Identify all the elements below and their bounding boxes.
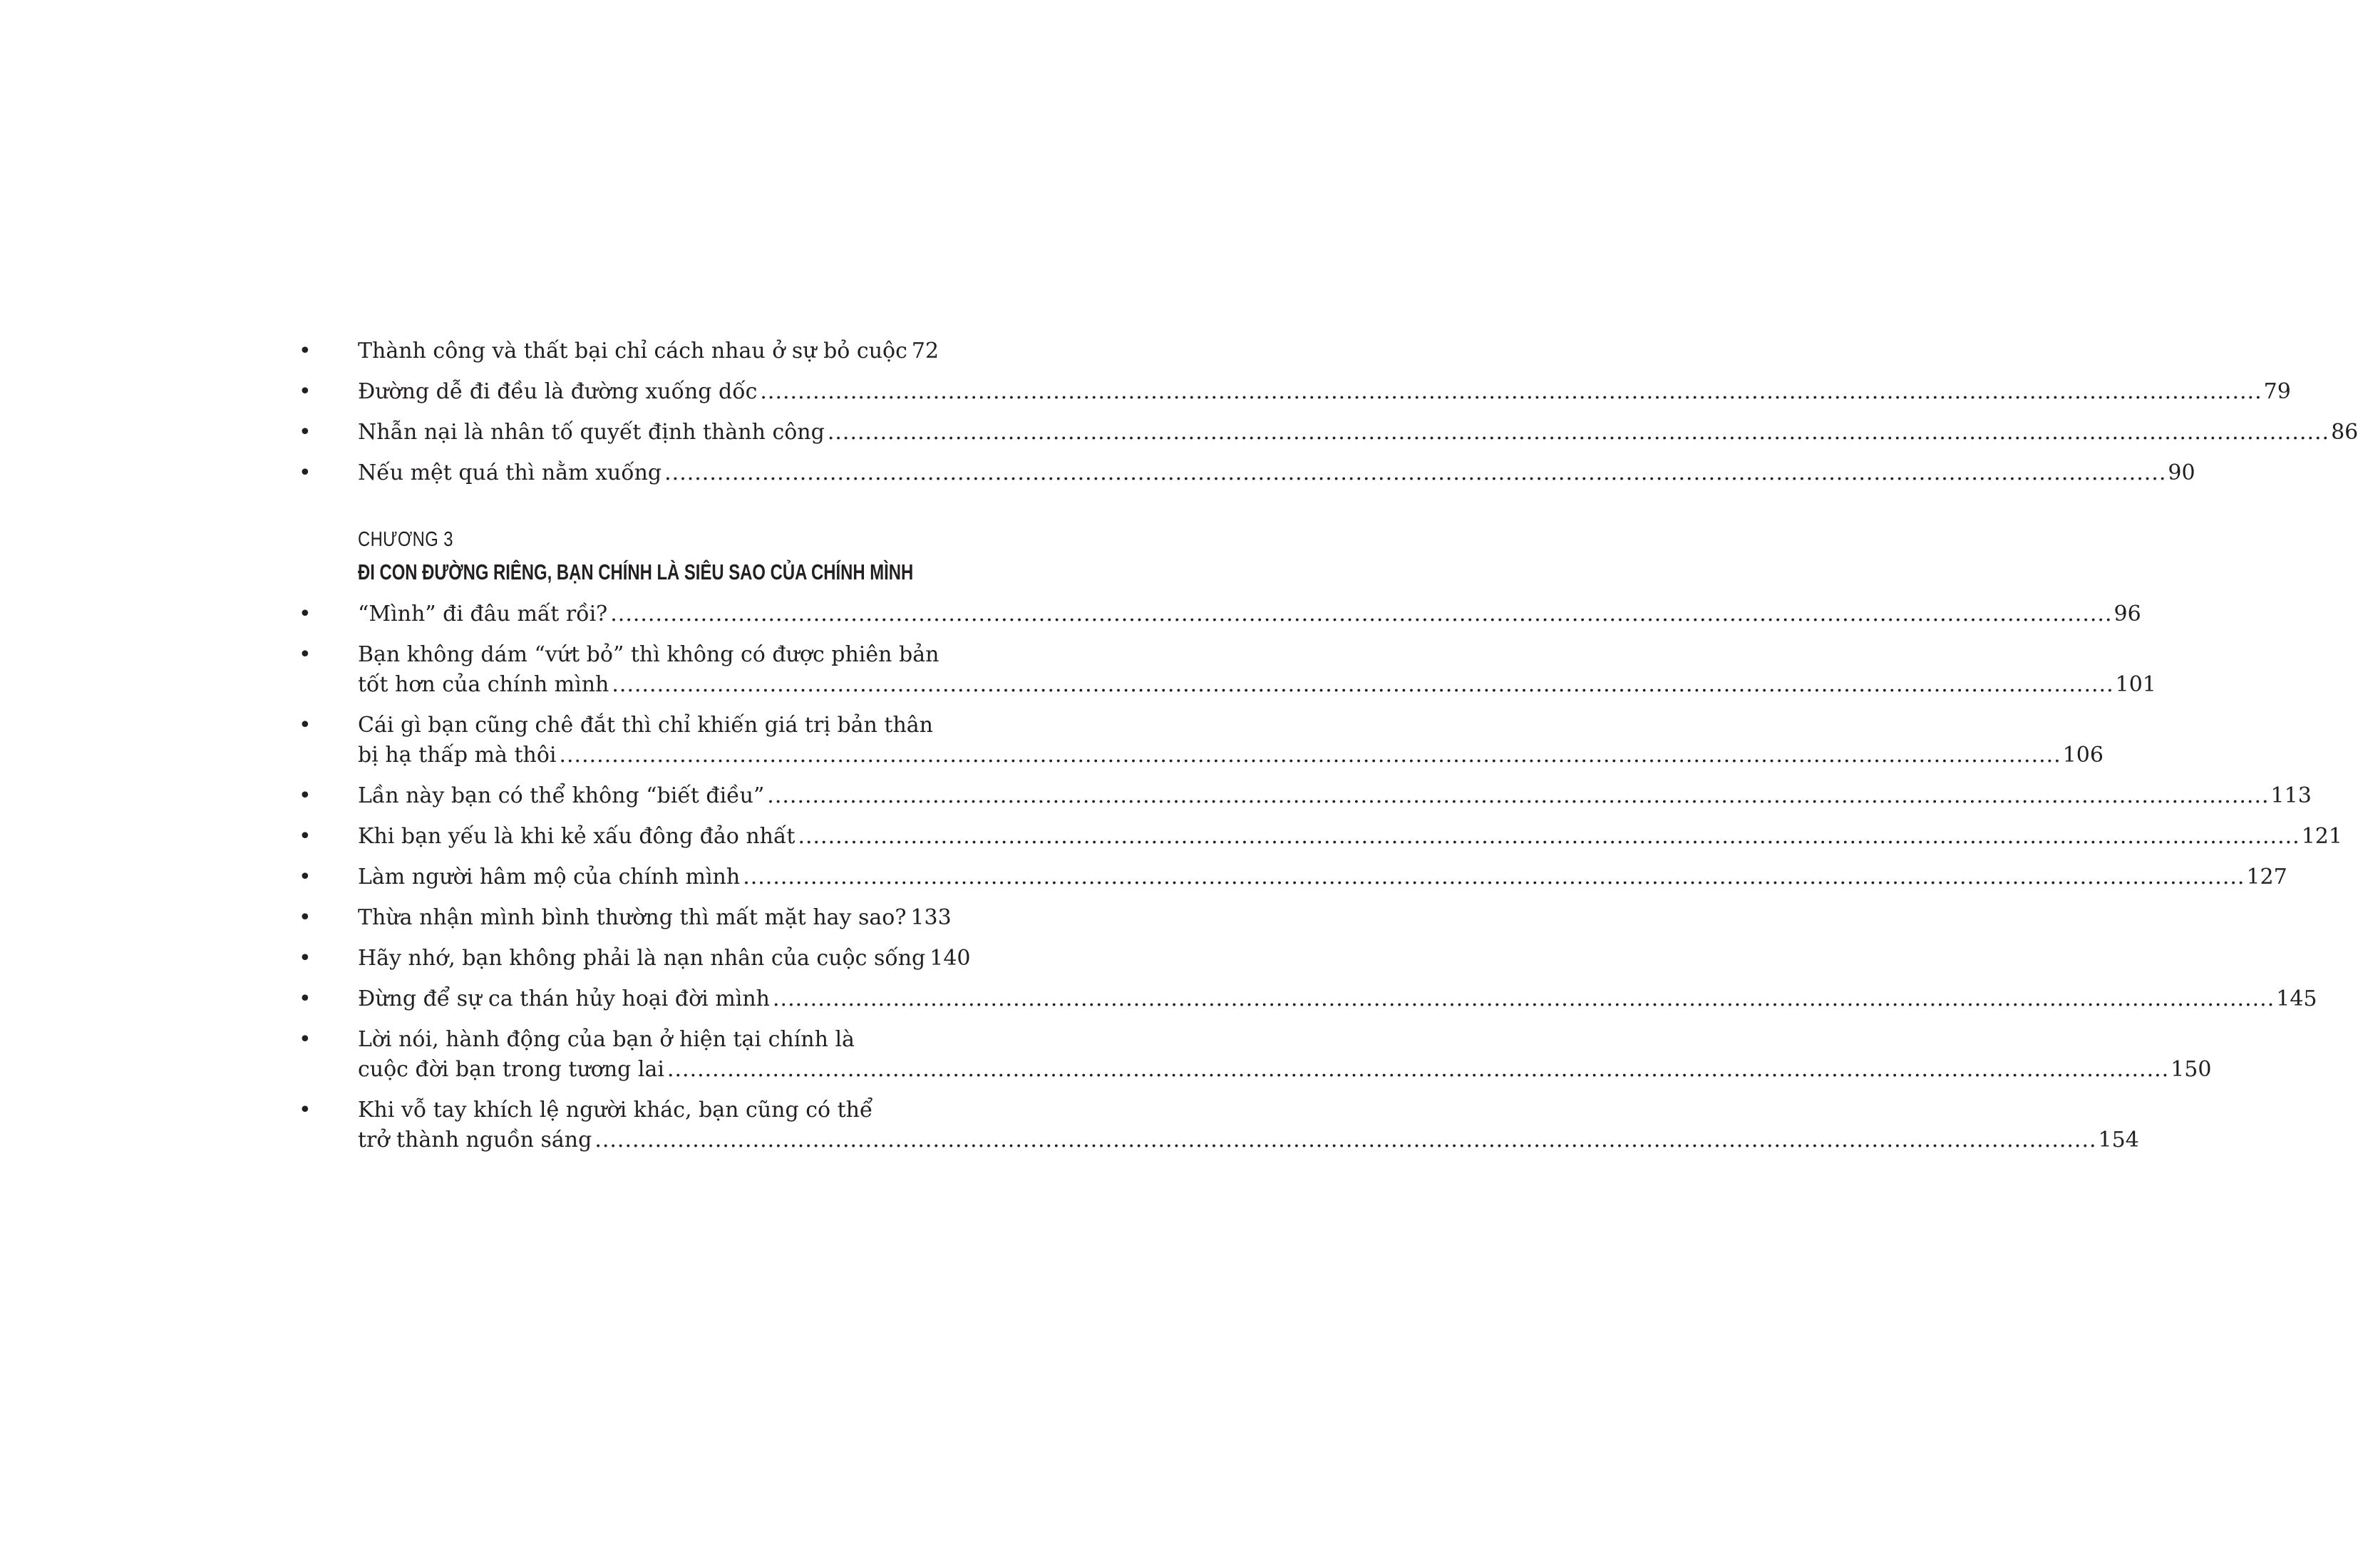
toc-entry-line xyxy=(358,944,971,974)
toc-entry xyxy=(299,984,2317,1014)
bullet-icon: • xyxy=(299,905,312,930)
dot-leader: ........................................................................................................................................................................................................ xyxy=(610,602,2113,626)
toc-entry-line xyxy=(358,741,2104,770)
toc-entry-title: Làm người hâm mộ của chính mình xyxy=(358,865,741,889)
toc-entry-title: Khi vỗ tay khích lệ người khác, bạn cũng có thể xyxy=(358,1098,873,1123)
toc-entry-line xyxy=(358,377,2291,407)
dot-leader: ........................................................................................................................................................................................................ xyxy=(664,460,2167,485)
toc-entry-line xyxy=(358,418,2358,448)
toc-entry xyxy=(299,711,2104,770)
toc-entry-title: Đừng để sự ca thán hủy hoại đời mình xyxy=(358,986,770,1011)
bullet-icon: • xyxy=(299,986,312,1011)
dot-leader: ........................................................................................................................................................................................................ xyxy=(743,865,2245,889)
bullet-icon: • xyxy=(299,783,312,808)
toc-entry-title: trở thành nguồn sáng xyxy=(358,1128,592,1152)
toc-entry xyxy=(299,862,2287,892)
toc-entry-title: Lời nói, hành động của bạn ở hiện tại chính là xyxy=(358,1027,855,1052)
page-number: 90 xyxy=(2168,460,2195,485)
toc-entry-title: cuộc đời bạn trong tương lai xyxy=(358,1057,664,1082)
toc-entry-line xyxy=(358,670,2156,700)
toc-entry-line xyxy=(358,1095,898,1125)
toc-entry xyxy=(299,903,952,933)
toc-entry xyxy=(299,781,2312,811)
toc-entry xyxy=(299,944,971,974)
bullet-icon: • xyxy=(299,642,312,667)
toc-entry-title: Cái gì bạn cũng chê đắt thì chỉ khiến giá trị bản thân xyxy=(358,713,933,738)
toc-entry xyxy=(299,599,2141,629)
toc-entry xyxy=(299,1095,2139,1155)
toc-entry-line xyxy=(358,711,933,741)
toc-entry-line xyxy=(358,458,2195,488)
toc-entry-title: bị hạ thấp mà thôi xyxy=(358,743,557,768)
toc-entries-chapter-3 xyxy=(299,599,2342,1155)
toc-entry-line xyxy=(358,903,952,933)
bullet-icon: • xyxy=(299,379,312,404)
toc-entry xyxy=(299,336,939,366)
toc-entry-title: Bạn không dám “vứt bỏ” thì không có được phiên bản xyxy=(358,642,939,667)
dot-leader: ........................................................................................................................................................................................................ xyxy=(827,420,2330,445)
page-number: 133 xyxy=(910,905,952,930)
dot-leader: ........................................................................................................................................................................................................ xyxy=(773,986,2275,1011)
toc-entry-line xyxy=(358,862,2287,892)
bullet-icon: • xyxy=(299,865,312,889)
toc-entry-line xyxy=(358,984,2317,1014)
toc-entry xyxy=(299,640,2156,700)
page-number: 140 xyxy=(930,946,971,971)
page-number: 72 xyxy=(911,339,939,363)
page-number: 106 xyxy=(2062,743,2104,768)
dot-leader: ........................................................................................................................................................................................................ xyxy=(798,824,2300,849)
page-number: 127 xyxy=(2246,865,2287,889)
toc-entry-line xyxy=(358,640,939,670)
toc-entry xyxy=(299,822,2342,852)
toc-entry-title: Hãy nhớ, bạn không phải là nạn nhân của cuộc sống xyxy=(358,946,926,971)
bullet-icon: • xyxy=(299,713,312,738)
dot-leader: ........................................................................................................................................................................................................ xyxy=(612,672,2114,697)
page-number: 101 xyxy=(2115,672,2156,697)
page-number: 86 xyxy=(2331,420,2358,445)
toc-entry-title: “Mình” đi đâu mất rồi? xyxy=(358,602,608,626)
dot-leader: ........................................................................................................................................................................................................ xyxy=(594,1128,2097,1152)
toc-entry-line xyxy=(358,1055,2212,1085)
toc-entry-line xyxy=(358,1125,2139,1155)
page-number: 154 xyxy=(2098,1128,2139,1152)
bullet-icon: • xyxy=(299,1098,312,1123)
page-number: 113 xyxy=(2270,783,2312,808)
page-number: 79 xyxy=(2263,379,2291,404)
page-number: 145 xyxy=(2276,986,2317,1011)
toc-entry xyxy=(299,458,2195,488)
toc-entry-line xyxy=(358,822,2342,852)
bullet-icon: • xyxy=(299,460,312,485)
toc-entry-line xyxy=(358,336,939,366)
toc-entry xyxy=(299,1025,2212,1085)
page-number: 121 xyxy=(2301,824,2342,849)
toc-entry-line xyxy=(358,599,2141,629)
toc-entry-line xyxy=(358,781,2312,811)
dot-leader: ........................................................................................................................................................................................................ xyxy=(559,743,2061,768)
dot-leader: ........................................................................................................................................................................................................ xyxy=(760,379,2262,404)
table-of-contents xyxy=(299,336,2358,1166)
bullet-icon: • xyxy=(299,824,312,849)
bullet-icon: • xyxy=(299,946,312,971)
page-number: 150 xyxy=(2171,1057,2212,1082)
toc-entry-title: tốt hơn của chính mình xyxy=(358,672,609,697)
toc-entry xyxy=(299,377,2291,407)
bullet-icon: • xyxy=(299,339,312,363)
chapter-label: CHƯƠNG 3 xyxy=(358,528,453,551)
toc-entry-title: Thừa nhận mình bình thường thì mất mặt hay sao? xyxy=(358,905,907,930)
dot-leader: ........................................................................................................................................................................................................ xyxy=(666,1057,2170,1082)
toc-entry-line xyxy=(358,1025,898,1055)
toc-entry-title: Nếu mệt quá thì nằm xuống xyxy=(358,460,662,485)
toc-entry-title: Nhẫn nại là nhân tố quyết định thành công xyxy=(358,420,825,445)
bullet-icon: • xyxy=(299,1027,312,1052)
chapter-title: ĐI CON ĐƯỜNG RIÊNG, BẠN CHÍNH LÀ SIÊU SAO CỦA CHÍNH MÌNH xyxy=(358,559,914,584)
dot-leader: ........................................................................................................................................................................................................ xyxy=(767,783,2270,808)
bullet-icon: • xyxy=(299,420,312,445)
page-number: 96 xyxy=(2114,602,2141,626)
toc-entry-title: Đường dễ đi đều là đường xuống dốc xyxy=(358,379,758,404)
toc-entry-title: Khi bạn yếu là khi kẻ xấu đông đảo nhất xyxy=(358,824,796,849)
toc-entry-title: Thành công và thất bại chỉ cách nhau ở sự bỏ cuộc xyxy=(358,339,907,363)
toc-entry-title: Lần này bạn có thể không “biết điều” xyxy=(358,783,765,808)
toc-entries-before-chapter xyxy=(299,336,2358,488)
toc-entry xyxy=(299,418,2358,448)
bullet-icon: • xyxy=(299,602,312,626)
